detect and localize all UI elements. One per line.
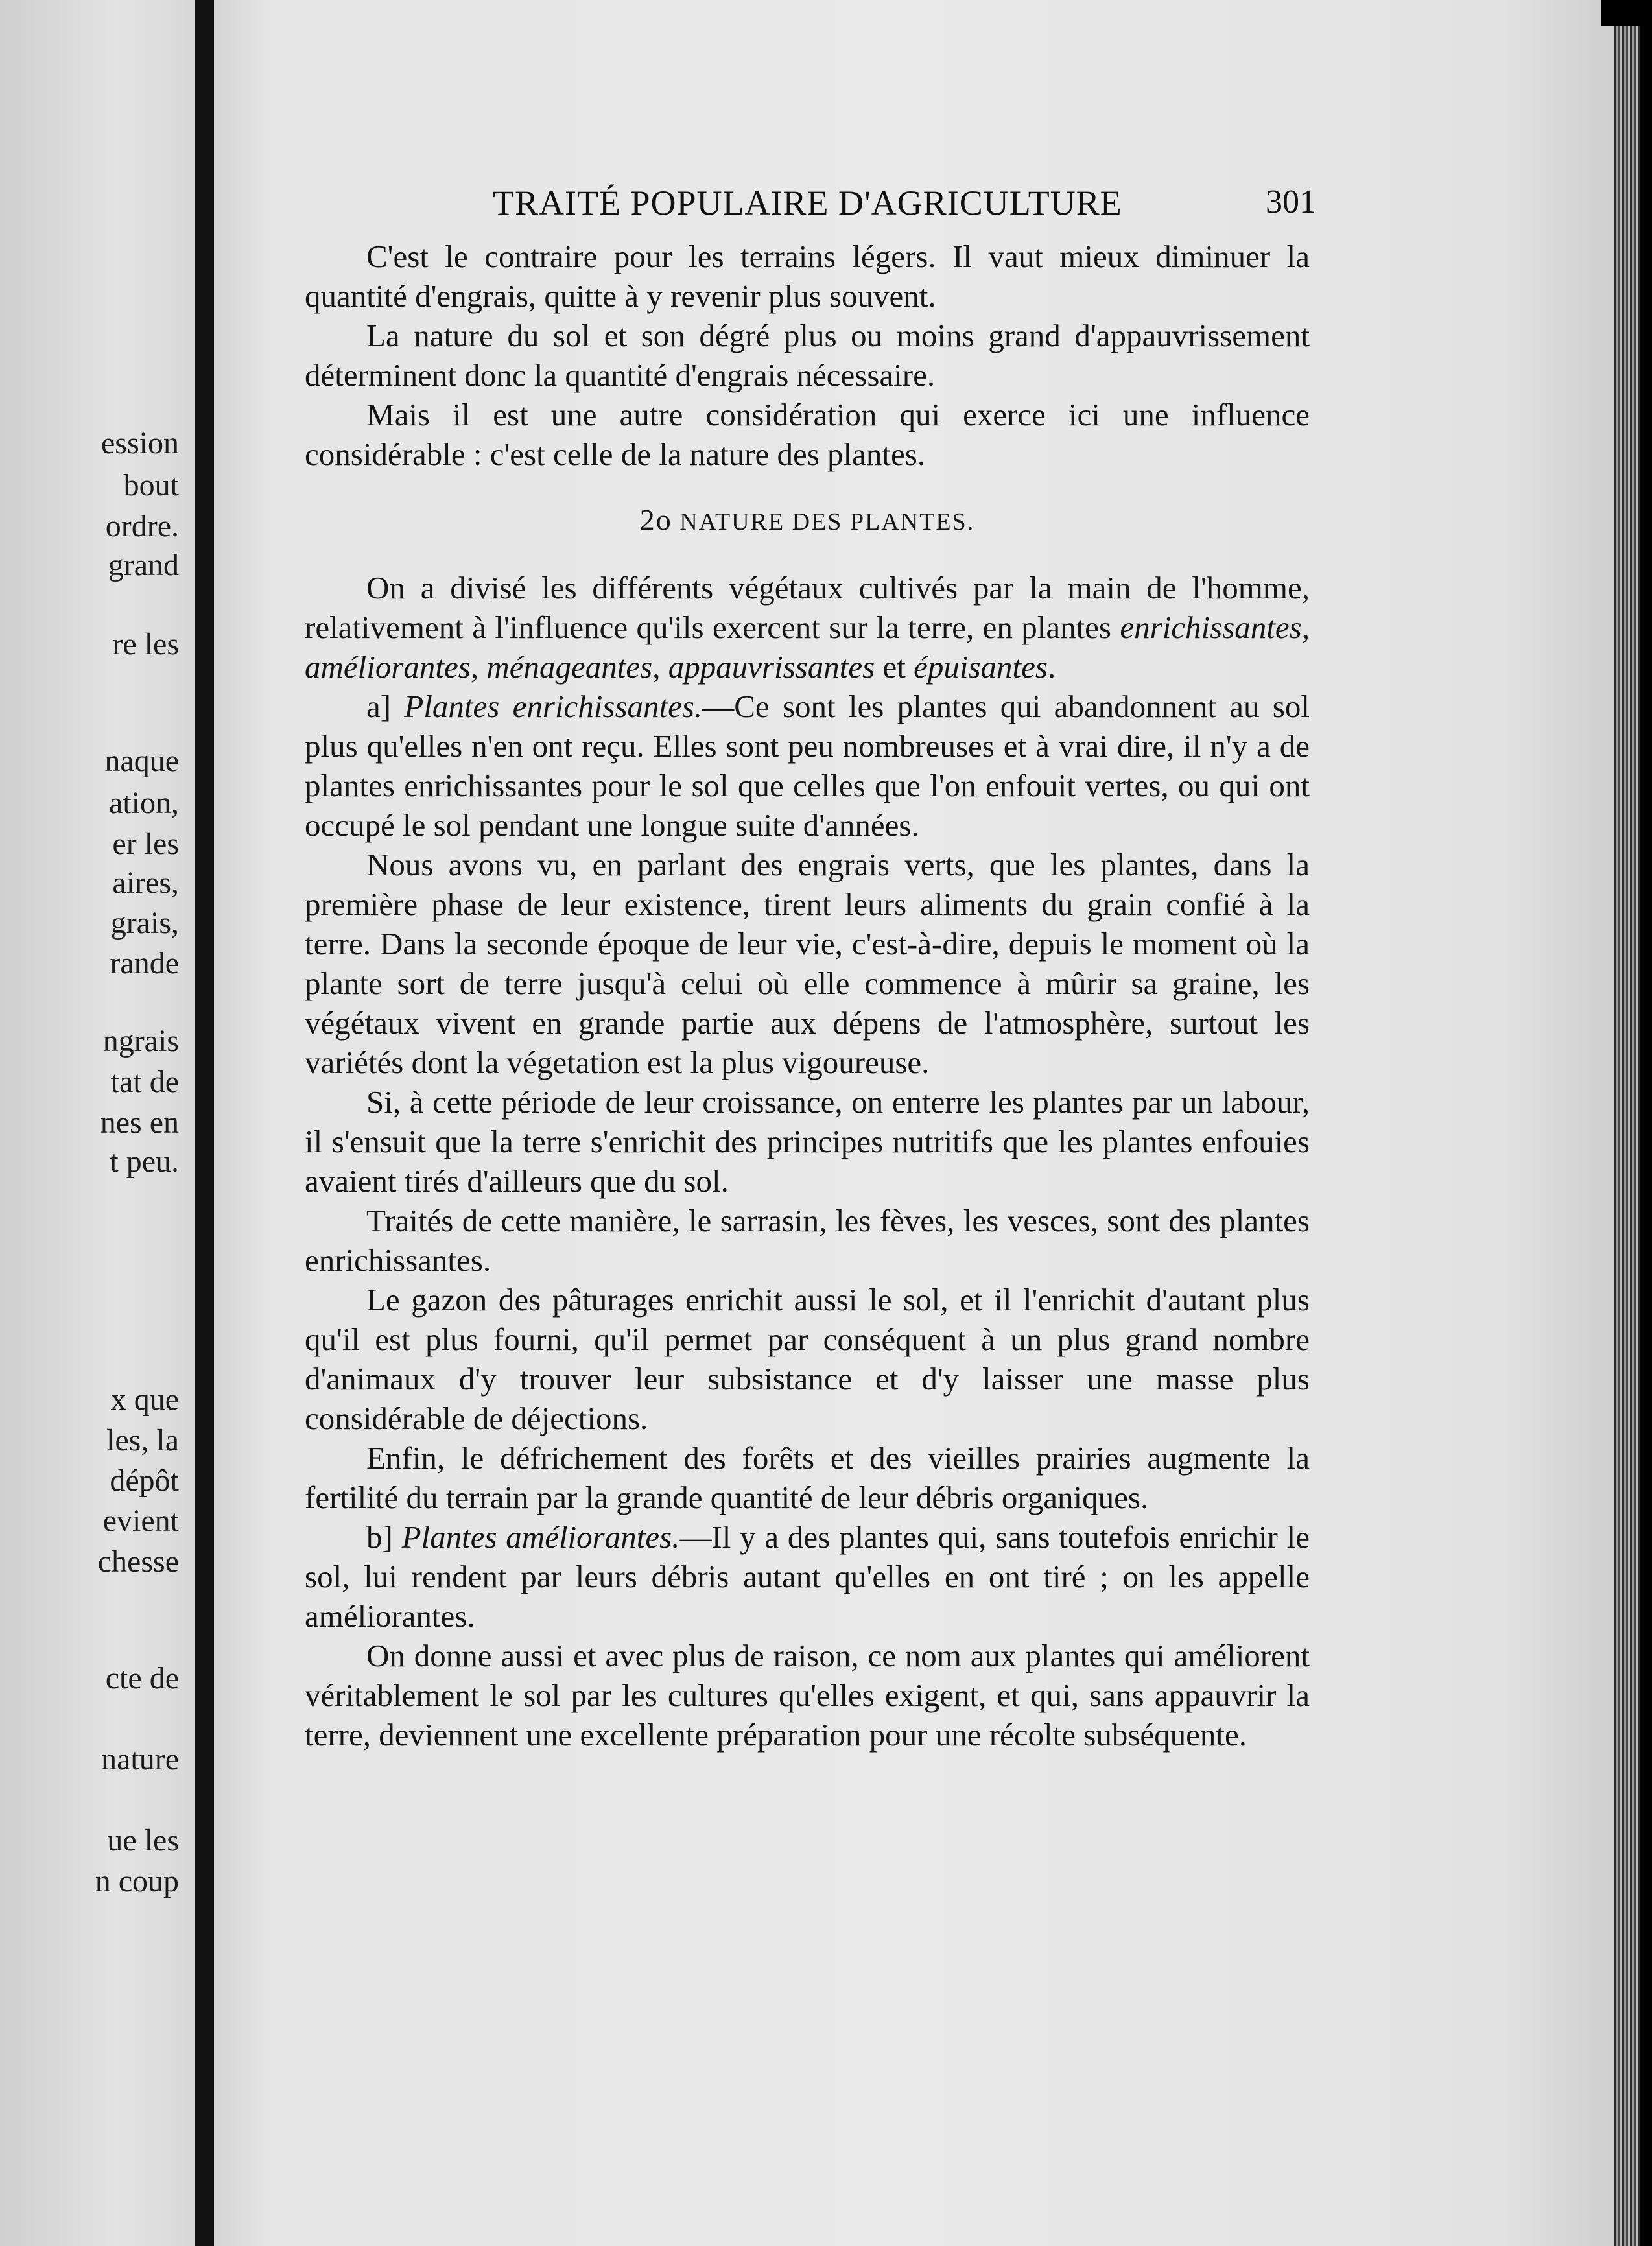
fragment-line: ation, bbox=[109, 786, 179, 820]
fragment-line: ngrais bbox=[102, 1024, 179, 1058]
paragraph: Si, à cette période de leur croissance, on enterre les plantes par un labour, il s'ensuit que la terre s'enrichit des principes nutritifs que les plantes enfouies avaient tirés d'ailleurs que du sol. bbox=[305, 1084, 1310, 1199]
paragraph bbox=[305, 568, 1310, 687]
text-run: , bbox=[470, 649, 487, 685]
text-run: et bbox=[875, 649, 914, 685]
text-run: On a divisé les différents végétaux cultivés par la main de l'homme, relativement à l'influence qu'ils exercent sur la terre, en plantes bbox=[305, 570, 1310, 645]
facing-page-fragment bbox=[0, 0, 195, 2246]
paragraph: Le gazon des pâturages enrichit aussi le sol, et il l'enrichit d'autant plus qu'il est plus fourni, qu'il permet par conséquent à un plus grand nombre d'animaux d'y trouver leur subsistance et d'y laisser une masse plus considérable de déjections. bbox=[305, 1282, 1310, 1436]
text-run: —Il y a des plantes qui, sans toutefois enrichir le sol, lui rendent par leurs débris autant qu'elles en ont tiré ; on les appelle améliorantes. bbox=[305, 1519, 1310, 1634]
fragment-line: evient bbox=[102, 1504, 179, 1538]
text-run: , bbox=[652, 649, 668, 685]
term: améliorantes bbox=[305, 649, 471, 685]
paragraph: Enfin, le défrichement des forêts et des vieilles prairies augmente la fertilité du terrain par la grande quantité de leur débris organiques. bbox=[305, 1440, 1310, 1515]
term: enrichissantes bbox=[1120, 609, 1302, 645]
fragment-line: nes en bbox=[100, 1105, 179, 1140]
term: appauvrissantes bbox=[668, 649, 875, 685]
paragraph bbox=[305, 1517, 1310, 1636]
fragment-line: rande bbox=[110, 946, 179, 980]
fragment-line: n coup bbox=[95, 1864, 179, 1898]
fragment-line: er les bbox=[112, 827, 179, 861]
fragment-line: tat de bbox=[110, 1065, 179, 1099]
paragraph: Traités de cette manière, le sarrasin, les fèves, les vesces, sont des plantes enrichissantes. bbox=[305, 1203, 1310, 1278]
item-label: b] bbox=[366, 1519, 402, 1555]
section-title: NATURE DES PLANTES. bbox=[679, 508, 975, 536]
fragment-line: naque bbox=[104, 744, 179, 778]
subheading: Plantes améliorantes. bbox=[401, 1519, 680, 1555]
subheading: Plantes enrichissantes. bbox=[404, 689, 703, 724]
text-run: —Ce sont les plantes qui abandonnent au sol plus qu'elles n'en ont reçu. Elles sont peu nombreuses et à vrai dire, il n'y a de plantes enrichissantes pour le sol que celles que l'on enfouit vertes, ou qui ont occupé le sol pendant une longue suite d'années. bbox=[305, 689, 1310, 843]
item-label: a] bbox=[366, 689, 405, 724]
fragment-line: les, la bbox=[106, 1423, 179, 1458]
running-title: TRAITÉ POPULAIRE D'AGRICULTURE bbox=[493, 183, 1122, 222]
paragraph: Mais il est une autre considération qui exerce ici une influence considérable : c'est celle de la nature des plantes. bbox=[305, 397, 1310, 472]
fragment-line: nature bbox=[101, 1742, 179, 1777]
book-gutter bbox=[195, 0, 214, 2246]
fragment-line: ordre. bbox=[105, 509, 179, 543]
fragment-line: ession bbox=[101, 426, 179, 460]
paragraph: C'est le contraire pour les terrains légers. Il vaut mieux diminuer la quantité d'engrais, quitte à y revenir plus souvent. bbox=[305, 239, 1310, 314]
fragment-line: aires, bbox=[112, 866, 179, 900]
paragraph: Nous avons vu, en parlant des engrais verts, que les plantes, dans la première phase de leur existence, tirent leurs aliments du grain confié à la terre. Dans la seconde époque de leur vie, c'est-à-dire, depuis le moment où la plante sort de terre jusqu'à celui où elle commence à mûrir sa graine, les végétaux vivent en grande partie aux dépens de l'atmosphère, surtout les variétés dont la végetation est la plus vigoureuse. bbox=[305, 847, 1310, 1080]
fragment-line: dépôt bbox=[110, 1463, 179, 1498]
fragment-line: grand bbox=[108, 548, 179, 582]
section-number: 2o bbox=[639, 503, 672, 536]
scan-border bbox=[1601, 0, 1652, 26]
fragment-line: re les bbox=[112, 627, 179, 661]
paragraph: On donne aussi et avec plus de raison, ce nom aux plantes qui améliorent véritablement le sol par les cultures qu'elles exigent, et qui, sans appauvrir la terre, deviennent une excellente préparation pour une récolte subséquente. bbox=[305, 1638, 1310, 1753]
section-heading bbox=[305, 500, 1310, 542]
fragment-line: ue les bbox=[107, 1823, 179, 1858]
fragment-line: grais, bbox=[110, 906, 179, 940]
paragraph bbox=[305, 687, 1310, 845]
fragment-line: bout bbox=[123, 468, 179, 502]
paragraph: La nature du sol et son dégré plus ou moins grand d'appauvrissement déterminent donc la quantité d'engrais nécessaire. bbox=[305, 318, 1310, 393]
text-run: , bbox=[1301, 609, 1310, 645]
fragment-line: chesse bbox=[97, 1544, 179, 1579]
fragment-line: t peu. bbox=[110, 1144, 179, 1179]
term: épuisantes bbox=[914, 649, 1048, 685]
fragment-line: cte de bbox=[105, 1661, 179, 1696]
page-edges bbox=[1614, 26, 1640, 2246]
text-run: . bbox=[1047, 649, 1056, 685]
page-body bbox=[305, 175, 1310, 1755]
page-number: 301 bbox=[1266, 183, 1316, 220]
term: ménageantes bbox=[486, 649, 653, 685]
fragment-line: x que bbox=[110, 1382, 179, 1417]
